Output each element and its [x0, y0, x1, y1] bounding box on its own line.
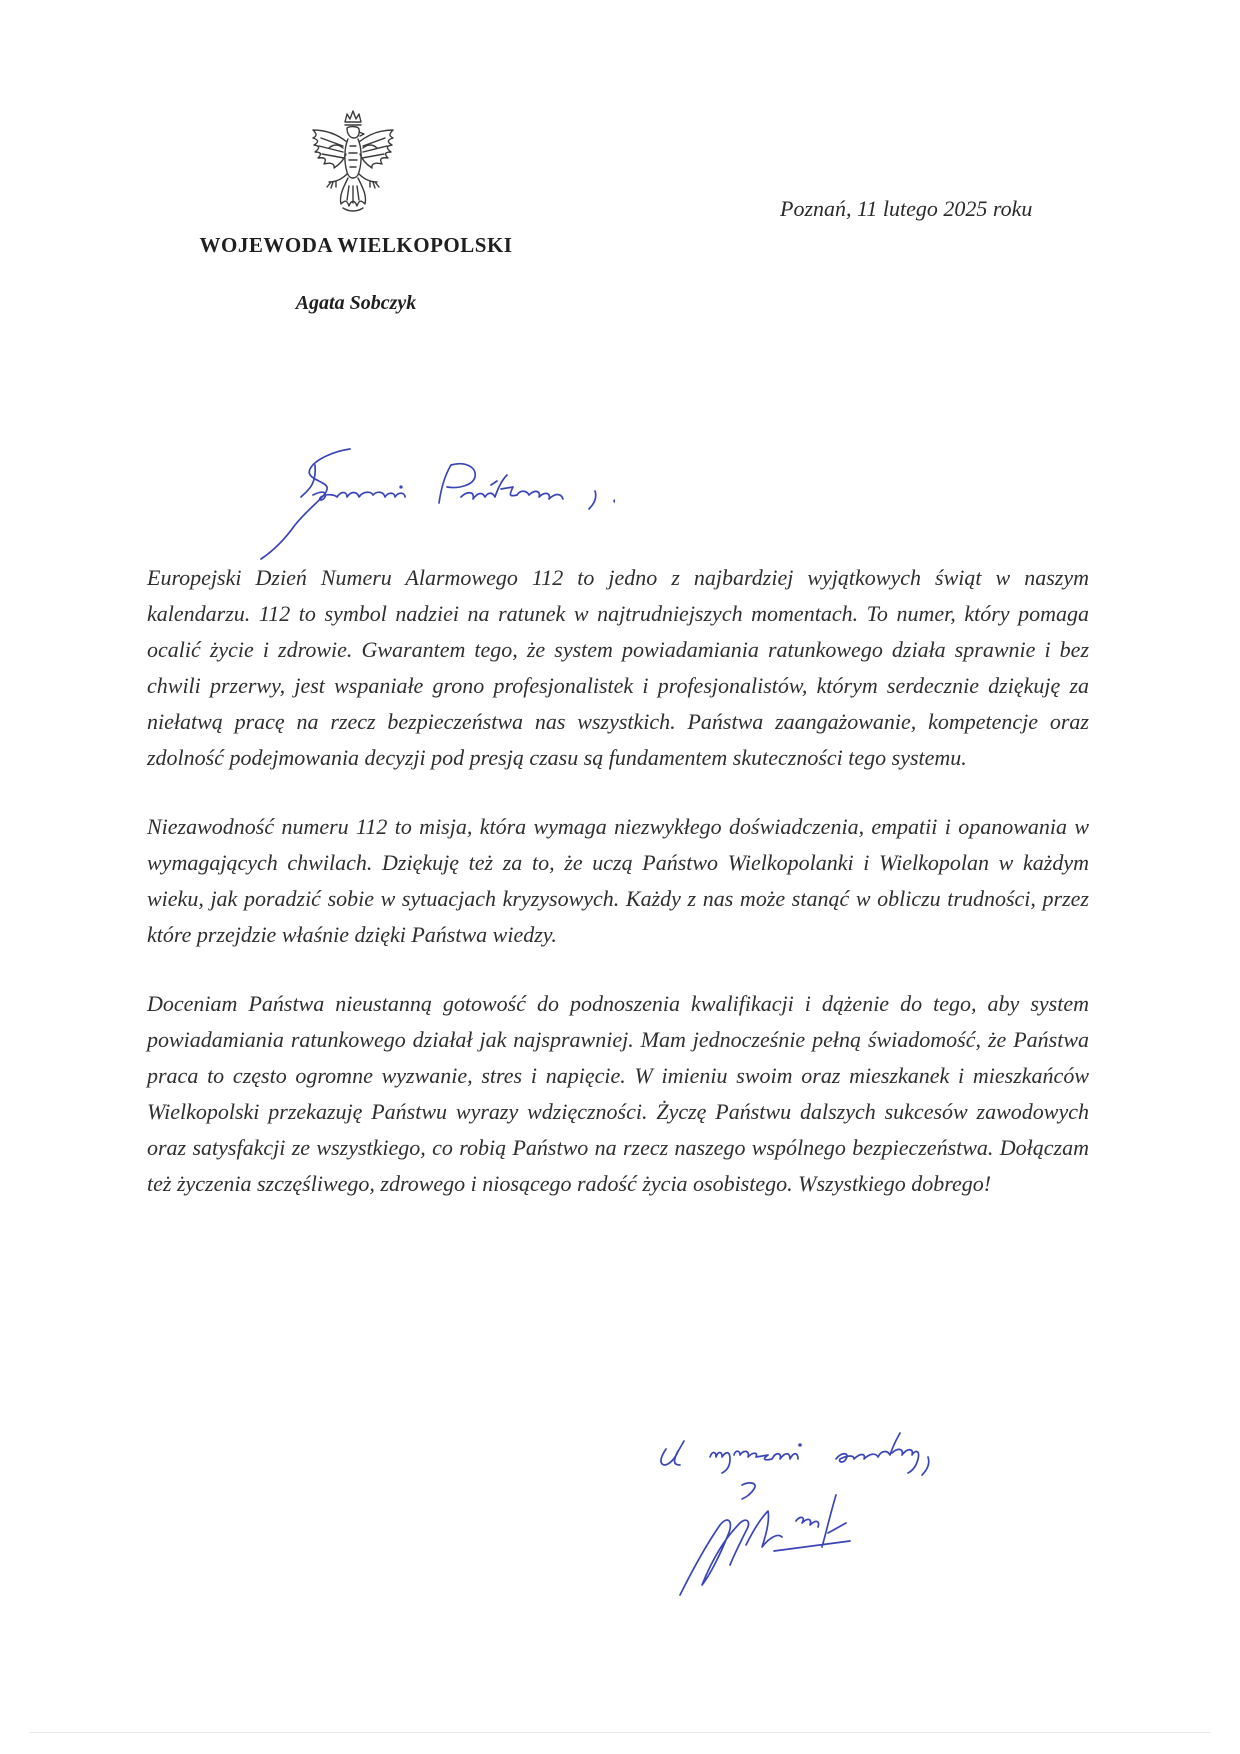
page-bottom-divider: [30, 1732, 1210, 1733]
white-eagle-emblem-icon: [303, 108, 403, 220]
official-name: Agata Sobczyk: [295, 292, 417, 314]
letter-date: Poznań, 11 lutego 2025 roku: [780, 196, 1033, 221]
institution-title: WOJEWODA WIELKOPOLSKI: [199, 233, 513, 257]
body-paragraph-1: Europejski Dzień Numeru Alarmowego 112 to jedno z najbardziej wyjątkowych świąt w naszym kalendarzu. 112 to symbol nadziei na ratunek w najtrudniejszych momentach. To numer, który pomaga ocalić życie i zdrowie. Gwarantem tego, że system powiadamiania ratunkowego działa sprawnie i bez chwili przerwy, jest wspaniałe grono profesjonalistek i profesjonalistów, którym serdecznie dziękuję za niełatwą pracę na rzecz bezpieczeństwa nas wszystkich. Państwa zaangażowanie, kompetencje oraz zdolność podejmowania decyzji pod presją czasu są fundamentem skuteczności tego systemu.: [147, 565, 1089, 770]
handwritten-salutation-icon: [255, 445, 615, 565]
handwritten-closing-signature-icon: [650, 1425, 980, 1605]
body-paragraph-3: Doceniam Państwa nieustanną gotowość do podnoszenia kwalifikacji i dążenie do tego, aby system powiadamiania ratunkowego działał jak najsprawniej. Mam jednocześnie pełną świadomość, że Państwa praca to często ogromne wyzwanie, stres i napięcie. W imieniu swoim oraz mieszkanek i mieszkańców Wielkopolski przekazuję Państwu wyrazy wdzięczności. Życzę Państwu dalszych sukcesów zawodowych oraz satysfakcji ze wszystkiego, co robią Państwo na rzecz naszego wspólnego bezpieczeństwa. Dołączam też życzenia szczęśliwego, zdrowego i niosącego radość życia osobistego. Wszystkiego dobrego!: [147, 991, 1089, 1196]
body-paragraph-2: Niezawodność numeru 112 to misja, która wymaga niezwykłego doświadczenia, empatii i opanowania w wymagających chwilach. Dziękuję też za to, że uczą Państwo Wielkopolanki i Wielkopolan w każdym wieku, jak poradzić sobie w sytuacjach kryzysowych. Każdy z nas może stanąć w obliczu trudności, przez które przejdzie właśnie dzięki Państwa wiedzy.: [147, 814, 1089, 947]
letter-body: [147, 560, 1089, 1235]
